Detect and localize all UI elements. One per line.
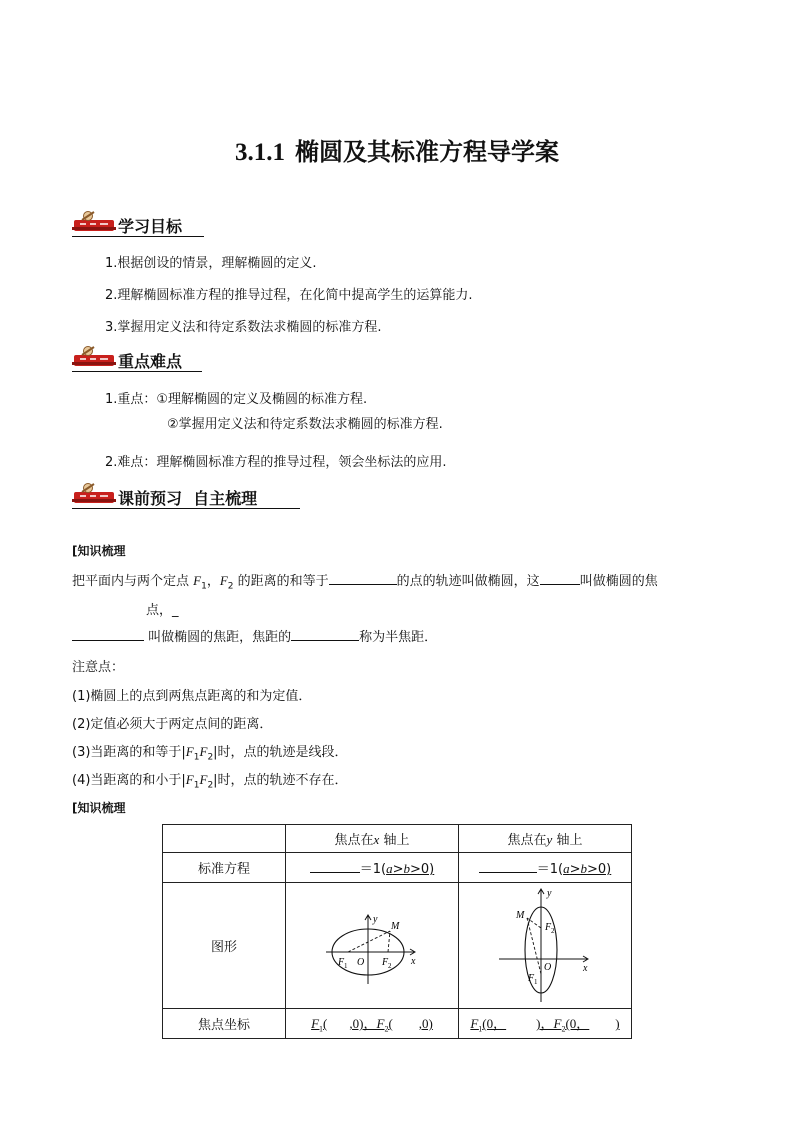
definition-line-1 bbox=[72, 570, 658, 592]
header-text: 轴上 bbox=[379, 833, 410, 848]
def-text: 叫做椭圆的焦距，焦距的 bbox=[144, 630, 292, 645]
section-goals-title: 学习目标 bbox=[118, 217, 183, 236]
var-f: F bbox=[185, 744, 194, 759]
f1-sub: 1 bbox=[344, 961, 348, 970]
def-text: 把平面内与两个定点 bbox=[72, 574, 194, 589]
y-label: y bbox=[547, 887, 552, 899]
f1-label: F bbox=[528, 972, 535, 984]
var-b: b bbox=[403, 861, 410, 876]
paren: ( bbox=[388, 1016, 393, 1032]
note-3 bbox=[72, 741, 348, 763]
sep: ， bbox=[363, 1016, 377, 1032]
m-label: M bbox=[391, 920, 400, 932]
x-label: x bbox=[583, 962, 588, 974]
var-a: a bbox=[563, 861, 570, 876]
title-number: 3.1.1 bbox=[235, 139, 285, 166]
var-f: F bbox=[311, 1016, 320, 1032]
difficulty-line: 2.难点：理解椭圆标准方程的推导过程，领会坐标法的应用. bbox=[105, 455, 447, 470]
table-header-x bbox=[286, 825, 459, 853]
focus-line-1 bbox=[105, 388, 367, 407]
section-marker-icon bbox=[72, 482, 118, 508]
var-f: F bbox=[553, 1016, 562, 1032]
f2-sub: 2 bbox=[551, 926, 555, 935]
var-y: y bbox=[546, 832, 553, 847]
eq-text: > bbox=[392, 862, 404, 877]
paren: ) bbox=[536, 1016, 541, 1032]
def-text: ， bbox=[206, 574, 220, 589]
var-x: x bbox=[373, 832, 380, 847]
subscript: 2 bbox=[561, 1024, 566, 1034]
paren: ,0) bbox=[349, 1016, 364, 1032]
subscript: 1 bbox=[201, 581, 207, 592]
section-preview-title: 课前预习 自主梳理 bbox=[118, 489, 258, 508]
definition-line-2: 点，_ bbox=[146, 603, 179, 618]
ellipse-x-diagram bbox=[286, 884, 458, 1004]
var-f: F bbox=[199, 772, 208, 787]
note-2: (2)定值必须大于两定点间的距离． bbox=[72, 717, 273, 732]
fill-blank[interactable] bbox=[540, 572, 580, 585]
focus-item-2: ②掌握用定义法和待定系数法求椭圆的标准方程. bbox=[167, 417, 443, 432]
foci-y-text bbox=[470, 1016, 620, 1034]
focus-item-1: ①理解椭圆的定义及椭圆的标准方程. bbox=[156, 392, 368, 407]
row-label-foci: 焦点坐标 bbox=[163, 1009, 286, 1039]
foci-x-cell bbox=[286, 1009, 459, 1039]
title-text: 椭圆及其标准方程导学案 bbox=[295, 138, 559, 166]
eq-text: >0) bbox=[587, 862, 612, 877]
section-underline bbox=[72, 508, 300, 509]
var-a: a bbox=[386, 861, 393, 876]
fill-blank[interactable] bbox=[72, 628, 144, 641]
x-label: x bbox=[411, 955, 416, 967]
sep: ， bbox=[540, 1016, 554, 1032]
paren: ) bbox=[615, 1016, 620, 1032]
goal-item-1: 1.根据创设的情景，理解椭圆的定义. bbox=[105, 256, 317, 271]
def-text: 叫做椭圆的焦 bbox=[579, 574, 658, 589]
focus-prefix: 1.重点： bbox=[105, 392, 157, 407]
note-4 bbox=[72, 769, 348, 791]
fill-blank[interactable] bbox=[291, 628, 359, 641]
header-text: 轴上 bbox=[552, 833, 583, 848]
def-text: 的点的轨迹叫做椭圆，这 bbox=[396, 574, 540, 589]
section-keypoints-header bbox=[72, 345, 202, 373]
figure-x-cell bbox=[286, 883, 459, 1009]
section-goals-header bbox=[72, 210, 204, 238]
page-title bbox=[0, 132, 794, 167]
section-preview-header bbox=[72, 482, 300, 510]
foci-x-text bbox=[311, 1016, 433, 1034]
eq-text: ＝1( bbox=[536, 862, 564, 877]
f1-label: F bbox=[338, 956, 345, 968]
table-corner-cell bbox=[163, 825, 286, 853]
o-label: O bbox=[357, 956, 365, 968]
eq-text: > bbox=[569, 862, 581, 877]
subscript: 1 bbox=[478, 1024, 483, 1034]
var-f: F bbox=[219, 573, 228, 588]
var-f: F bbox=[193, 573, 202, 588]
f2-label: F bbox=[545, 921, 552, 933]
section-underline bbox=[72, 236, 204, 237]
def-text: 称为半焦距． bbox=[359, 630, 438, 645]
var-f: F bbox=[376, 1016, 385, 1032]
ellipse-table bbox=[162, 824, 632, 1039]
fill-blank[interactable] bbox=[479, 860, 537, 873]
section-marker-icon bbox=[72, 345, 118, 371]
note-text: |时，点的轨迹是线段． bbox=[213, 745, 348, 760]
note-text: (3)当距离的和等于| bbox=[72, 745, 186, 760]
paren: (0， bbox=[565, 1016, 590, 1032]
paren: ( bbox=[323, 1016, 328, 1032]
var-b: b bbox=[580, 861, 587, 876]
row-label-figure: 图形 bbox=[163, 883, 286, 1009]
note-text: |时，点的轨迹不存在． bbox=[213, 773, 348, 788]
knowledge-label-1: [知识梳理 bbox=[72, 544, 126, 558]
subscript: 1 bbox=[319, 1024, 324, 1034]
header-text: 焦点在 bbox=[334, 833, 374, 848]
var-f: F bbox=[185, 772, 194, 787]
subscript: 2 bbox=[384, 1024, 389, 1034]
paren: (0， bbox=[482, 1016, 507, 1032]
y-label: y bbox=[373, 913, 378, 925]
f2-label: F bbox=[382, 956, 389, 968]
subscript: 2 bbox=[207, 752, 214, 763]
o-label: O bbox=[544, 961, 552, 973]
definition-line-3 bbox=[72, 626, 437, 645]
subscript: 2 bbox=[207, 780, 214, 791]
focal-line-2 bbox=[388, 931, 390, 952]
note-text: (4)当距离的和小于| bbox=[72, 773, 186, 788]
knowledge-label-2: [知识梳理 bbox=[72, 801, 126, 815]
focal-line-1 bbox=[348, 931, 390, 952]
section-marker-icon bbox=[72, 210, 118, 236]
ellipse-y-diagram bbox=[459, 884, 631, 1004]
table-header-y bbox=[459, 825, 632, 853]
paren: ,0) bbox=[418, 1016, 433, 1032]
def-text: 的距离的和等于 bbox=[233, 574, 329, 589]
equation-x-cell bbox=[286, 853, 459, 883]
m-label: M bbox=[516, 909, 525, 921]
section-underline bbox=[72, 371, 202, 372]
eq-text: >0) bbox=[410, 862, 435, 877]
subscript: 1 bbox=[193, 752, 200, 763]
notes-title: 注意点： bbox=[72, 660, 125, 675]
var-f: F bbox=[199, 744, 208, 759]
fill-blank[interactable] bbox=[310, 860, 360, 873]
subscript: 1 bbox=[193, 780, 200, 791]
foci-y-cell bbox=[459, 1009, 632, 1039]
row-label-equation: 标准方程 bbox=[163, 853, 286, 883]
f1-sub: 1 bbox=[534, 977, 538, 986]
fill-blank[interactable] bbox=[329, 572, 397, 585]
goal-item-2: 2.理解椭圆标准方程的推导过程，在化简中提高学生的运算能力. bbox=[105, 288, 473, 303]
f2-sub: 2 bbox=[388, 961, 392, 970]
subscript: 2 bbox=[227, 581, 234, 592]
section-keypoints-title: 重点难点 bbox=[118, 352, 183, 371]
equation-y-cell bbox=[459, 853, 632, 883]
note-1: (1)椭圆上的点到两焦点距离的和为定值． bbox=[72, 689, 312, 704]
eq-text: ＝1( bbox=[359, 862, 387, 877]
var-f: F bbox=[470, 1016, 479, 1032]
goal-item-3: 3.掌握用定义法和待定系数法求椭圆的标准方程. bbox=[105, 320, 382, 335]
header-text: 焦点在 bbox=[507, 833, 547, 848]
figure-y-cell bbox=[459, 883, 632, 1009]
